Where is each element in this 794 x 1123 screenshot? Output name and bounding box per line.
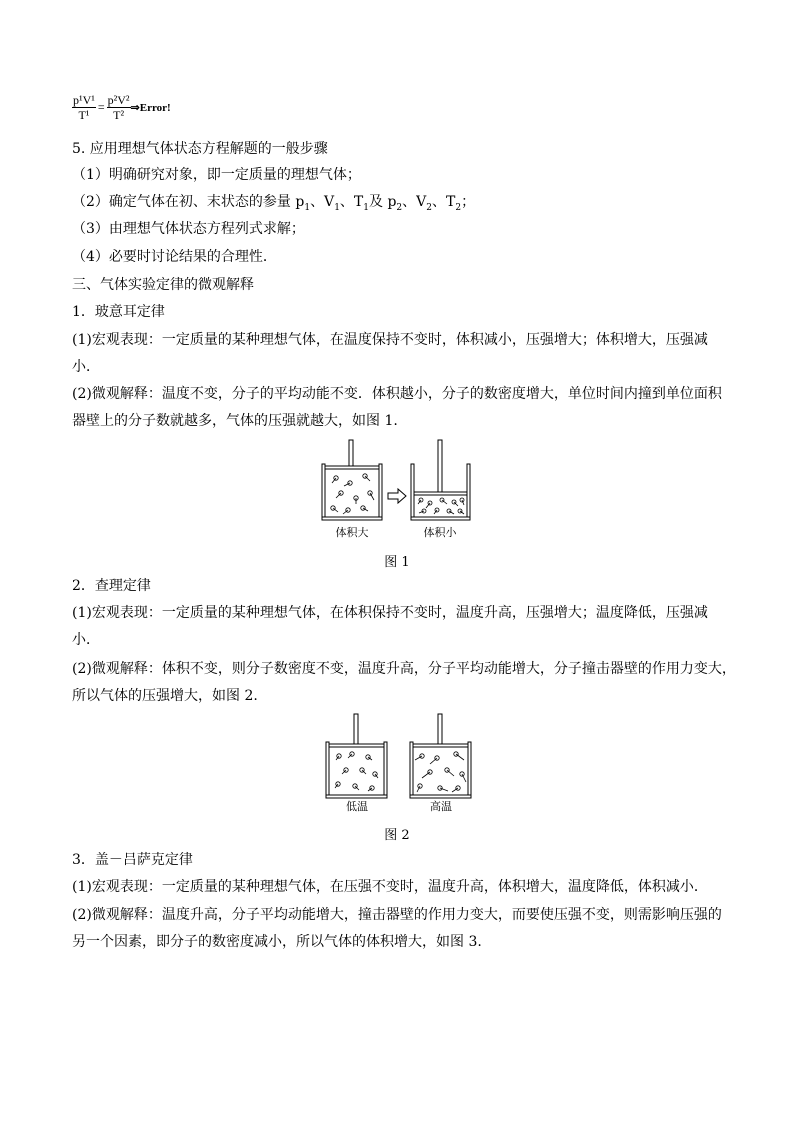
figure-2-caption: 图 2 (384, 828, 410, 843)
figure-2-diagram (322, 712, 476, 815)
denominator-right: T² (113, 108, 125, 122)
equals-sign: = (97, 100, 105, 114)
cylinder-high-temp (410, 714, 471, 798)
cylinder-small-volume (411, 440, 470, 520)
section5-step3: （3）由理想气体状态方程列式求解； (72, 221, 305, 237)
gaylussac-title: 3．盖－吕萨克定律 (72, 852, 193, 868)
charles-micro-line1: (2)微观解释：体积不变，则分子数密度不变，温度升高，分子平均动能增大，分子撞击器壁的作用力变大， (72, 661, 736, 677)
gaylussac-macro-line1: (1)宏观表现：一定质量的某种理想气体，在压强不变时，温度升高，体积增大，温度降低，体积减小． (72, 879, 708, 895)
charles-micro-line2: 所以气体的压强增大，如图 2. (72, 688, 258, 704)
label-large-volume: 体积大 (335, 526, 369, 539)
fraction-left (72, 93, 96, 122)
numerator-right: p²V² (107, 93, 130, 107)
figure-1-caption: 图 1 (384, 555, 410, 570)
molecules-right (418, 498, 464, 514)
boyle-micro-line1: (2)微观解释：温度不变，分子的平均动能不变．体积越小，分子的数密度增大，单位时间内撞到单位面积 (72, 386, 722, 402)
molecules-left (331, 474, 374, 514)
section3-heading: 三、气体实验定律的微观解释 (72, 277, 254, 293)
label-high-temp: 高温 (430, 800, 452, 813)
charles-macro-line1: (1)宏观表现：一定质量的某种理想气体，在体积保持不变时，温度升高，压强增大；温度降低，压强减 (72, 605, 708, 621)
ideal-gas-formula (72, 93, 171, 122)
molecules-high-temp (415, 752, 466, 792)
implies-arrow: ⇒ (130, 102, 140, 114)
boyle-title: 1．玻意耳定律 (72, 304, 165, 320)
cylinder-low-temp (326, 714, 387, 798)
numerator-left: p¹V¹ (73, 93, 95, 107)
section5-step2: （2）确定气体在初、末状态的参量 $p_1$、$V_1$、$T_1$及 $p_2$、$V_2$、$T_2$； (72, 194, 476, 213)
fraction-right (107, 93, 131, 122)
section5-step1: （1）明确研究对象，即一定质量的理想气体； (72, 167, 361, 183)
error-text: Error! (139, 102, 171, 114)
charles-macro-line2: 小． (72, 632, 100, 648)
gaylussac-micro-line2: 另一个因素，即分子的数密度减小，所以气体的体积增大，如图 3. (72, 934, 482, 950)
section5-step4: （4）必要时讨论结果的合理性． (72, 249, 277, 265)
molecules-low-temp (335, 752, 378, 791)
denominator-left: T¹ (78, 108, 90, 122)
label-low-temp: 低温 (346, 800, 368, 813)
figure-1-diagram (318, 438, 474, 543)
boyle-macro-line1: (1)宏观表现：一定质量的某种理想气体，在温度保持不变时，体积减小，压强增大；体积增大，压强减 (72, 332, 708, 348)
charles-title: 2．查理定律 (72, 578, 151, 594)
boyle-micro-line2: 器壁上的分子数就越多，气体的压强就越大，如图 1. (72, 413, 398, 429)
boyle-macro-line2: 小． (72, 359, 100, 375)
arrow-icon (388, 489, 406, 503)
section5-heading: 5. 应用理想气体状态方程解题的一般步骤 (72, 141, 328, 157)
gaylussac-micro-line1: (2)微观解释：温度升高，分子平均动能增大，撞击器壁的作用力变大，而要使压强不变，则需影响压强的 (72, 907, 722, 923)
label-small-volume: 体积小 (423, 526, 457, 539)
error-field (131, 101, 171, 114)
